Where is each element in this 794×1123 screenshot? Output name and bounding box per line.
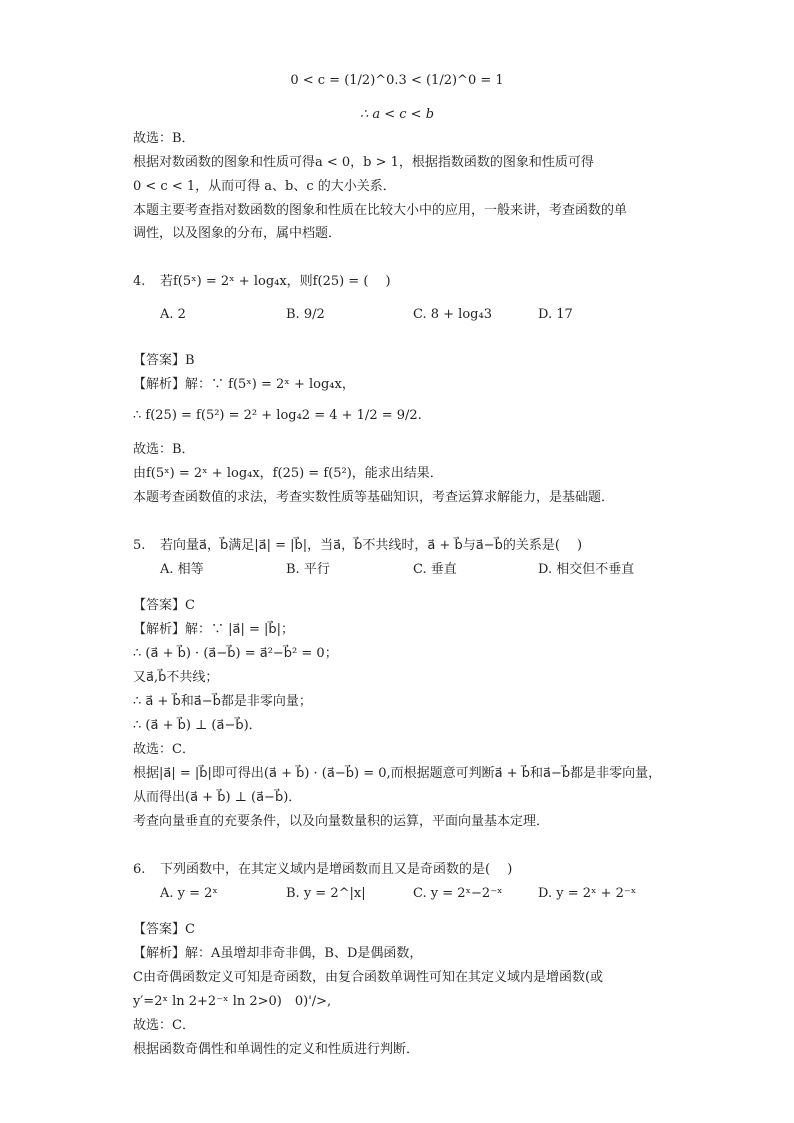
option-c: C. 垂直 (413, 562, 457, 577)
explanation-line: 调性，以及图象的分布，属中档题． (133, 226, 342, 241)
option-c: C. 8 + log₄3 (413, 307, 492, 322)
option-b: B. 平行 (286, 562, 330, 577)
option-a: A. y = 2ˣ (160, 886, 218, 901)
option-b: B. y = 2^|x| (286, 886, 366, 901)
question-stem: 若向量a⃗，b⃗满足|a⃗| = |b⃗|，当a⃗，b⃗不共线时，a⃗ + b⃗与a⃗−b⃗的关系是( ) (160, 538, 583, 553)
option-c: C. y = 2ˣ−2⁻ˣ (413, 886, 503, 901)
analysis-line: y′=2ˣ ln 2+2⁻ˣ ln 2>0) 0)'/>, (133, 994, 332, 1009)
answer-line: 【答案】C (133, 922, 195, 937)
answer-line: 【答案】B (133, 353, 195, 368)
option-d: D. 17 (538, 307, 573, 322)
analysis-line: ∴ f(25) = f(5²) = 2² + log₄2 = 4 + 1/2 = 9/2. (133, 408, 422, 423)
equation-line: 0 < c = (1/2)^0.3 < (1/2)^0 = 1 (290, 73, 504, 88)
question-number: 4. (133, 274, 146, 289)
option-a: A. 相等 (160, 562, 204, 577)
analysis-line: ∴ (a⃗ + b⃗) ⊥ (a⃗−b⃗)． (133, 718, 262, 733)
question-stem: 下列函数中，在其定义域内是增函数而且又是奇函数的是( ) (160, 862, 513, 877)
analysis-line: 从而得出(a⃗ + b⃗) ⊥ (a⃗−b⃗)． (133, 790, 302, 805)
option-d: D. y = 2ˣ + 2⁻ˣ (538, 886, 637, 901)
option-a: A. 2 (160, 307, 186, 322)
analysis-line: ∴ a⃗ + b⃗和a⃗−b⃗都是非零向量； (133, 694, 312, 709)
analysis-line: C由奇偶函数定义可知是奇函数，由复合函数单调性可知在其定义域内是增函数(或 (133, 970, 604, 985)
choice-line: 故选：B． (133, 131, 195, 146)
analysis-line: 根据|a⃗| = |b⃗|即可得出(a⃗ + b⃗) · (a⃗−b⃗) = 0,而根据题意可判断a⃗ + b⃗和a⃗−b⃗都是非零向量， (133, 766, 662, 781)
analysis-line: 故选：C． (133, 1018, 195, 1033)
analysis-line: 故选：C． (133, 742, 195, 757)
analysis-line: ∴ (a⃗ + b⃗) · (a⃗−b⃗) = a⃗²−b⃗² = 0； (133, 646, 338, 661)
analysis-line: 本题考查函数值的求法，考查实数性质等基础知识，考查运算求解能力，是基础题． (133, 490, 615, 505)
analysis-line: 考查向量垂直的充要条件，以及向量数量积的运算，平面向量基本定理． (133, 814, 550, 829)
analysis-line: 【解析】解：∵ f(5ˣ) = 2ˣ + log₄x， (133, 377, 355, 392)
analysis-line: 根据函数奇偶性和单调性的定义和性质进行判断． (133, 1042, 420, 1057)
analysis-line: 【解析】解：∵ |a⃗| = |b⃗|； (133, 622, 295, 637)
explanation-line: 根据对数函数的图象和性质可得a < 0，b > 1，根据指数函数的图象和性质可得 (133, 155, 594, 170)
analysis-line: 故选：B． (133, 442, 195, 457)
question-number: 6. (133, 862, 146, 877)
option-b: B. 9/2 (286, 307, 325, 322)
explanation-line: 本题主要考查指对数函数的图象和性质在比较大小中的应用，一般来讲，考查函数的单 (133, 203, 628, 218)
explanation-line: 0 < c < 1，从而可得 a、b、c 的大小关系． (133, 179, 396, 194)
question-stem: 若f(5ˣ) = 2ˣ + log₄x，则f(25) = ( ) (160, 274, 391, 289)
analysis-line: 【解析】解：A虽增却非奇非偶，B、D是偶函数， (133, 946, 423, 961)
analysis-line: 又a⃗,b⃗不共线； (133, 670, 219, 685)
analysis-line: 由f(5ˣ) = 2ˣ + log₄x，f(25) = f(5²)，能求出结果． (133, 466, 443, 481)
question-number: 5. (133, 538, 146, 553)
answer-line: 【答案】C (133, 598, 195, 613)
conclusion-line: ∴ a < c < b (359, 107, 435, 122)
option-d: D. 相交但不垂直 (538, 562, 635, 577)
